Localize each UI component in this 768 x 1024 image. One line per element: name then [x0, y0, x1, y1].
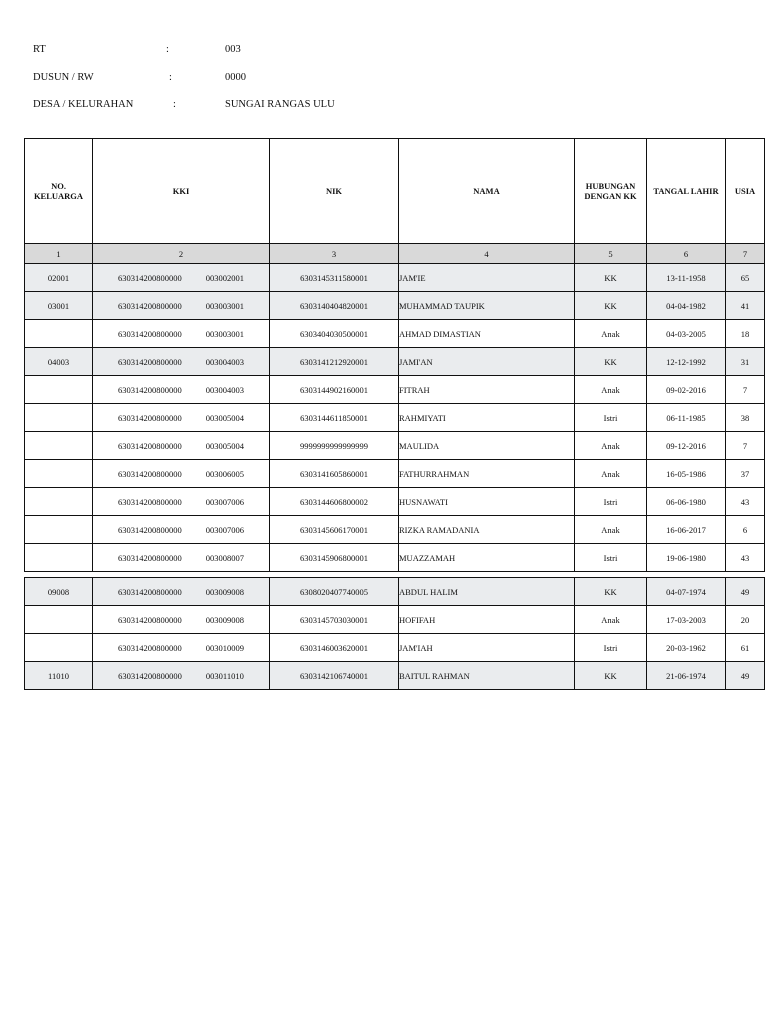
cell-no-keluarga — [25, 404, 93, 432]
col-header-no-keluarga: NO. KELUARGA — [25, 139, 93, 244]
cell-no-keluarga — [25, 606, 93, 634]
cell-nik: 6303144611850001 — [270, 404, 399, 432]
cell-usia: 49 — [726, 662, 765, 690]
table-row — [25, 376, 765, 404]
cell-no-keluarga — [25, 432, 93, 460]
cell-nama: AHMAD DIMASTIAN — [399, 320, 575, 348]
cell-hubungan: Istri — [575, 404, 647, 432]
cell-nik: 6303144902160001 — [270, 376, 399, 404]
col-header-nama: NAMA — [399, 139, 575, 244]
cell-nama: JAM'IE — [399, 264, 575, 292]
cell-nik: 6303141605860001 — [270, 460, 399, 488]
cell-tanggal-lahir: 21-06-1974 — [647, 662, 726, 690]
cell-nama: HUSNAWATI — [399, 488, 575, 516]
kki-prefix: 630314200800000 — [118, 614, 182, 625]
cell-hubungan: Istri — [575, 634, 647, 662]
kki-suffix: 003007006 — [205, 524, 244, 535]
table-row — [25, 320, 765, 348]
cell-tanggal-lahir: 13-11-1958 — [647, 264, 726, 292]
cell-no-keluarga: 03001 — [25, 292, 93, 320]
column-number: 2 — [93, 244, 270, 264]
cell-hubungan: Anak — [575, 432, 647, 460]
cell-nama: BAITUL RAHMAN — [399, 662, 575, 690]
kki-suffix: 003007006 — [205, 496, 244, 507]
cell-nik: 6303404030500001 — [270, 320, 399, 348]
table-row — [25, 264, 765, 292]
rt-separator: : — [166, 44, 169, 55]
table-row — [25, 432, 765, 460]
cell-kki — [93, 292, 270, 320]
cell-tanggal-lahir: 20-03-1962 — [647, 634, 726, 662]
kki-suffix: 003003001 — [205, 300, 244, 311]
desa-label: DESA / KELURAHAN — [33, 99, 134, 110]
cell-usia: 6 — [726, 516, 765, 544]
cell-nik: 6303146003620001 — [270, 634, 399, 662]
cell-usia: 18 — [726, 320, 765, 348]
cell-kki — [93, 320, 270, 348]
cell-hubungan: Anak — [575, 460, 647, 488]
kki-prefix: 630314200800000 — [118, 642, 182, 653]
cell-tanggal-lahir: 19-06-1980 — [647, 544, 726, 572]
cell-kki — [93, 544, 270, 572]
cell-kki — [93, 606, 270, 634]
table-row — [25, 634, 765, 662]
col-header-usia: USIA — [726, 139, 765, 244]
kki-prefix: 630314200800000 — [118, 272, 182, 283]
cell-kki — [93, 432, 270, 460]
cell-hubungan: Anak — [575, 320, 647, 348]
cell-hubungan: KK — [575, 264, 647, 292]
kki-prefix: 630314200800000 — [118, 384, 182, 395]
cell-hubungan: Anak — [575, 606, 647, 634]
table-row — [25, 544, 765, 572]
cell-nik: 6303145703030001 — [270, 606, 399, 634]
desa-value: SUNGAI RANGAS ULU — [225, 99, 335, 110]
cell-kki — [93, 662, 270, 690]
cell-tanggal-lahir: 04-03-2005 — [647, 320, 726, 348]
cell-nik: 6303145906800001 — [270, 544, 399, 572]
table-row — [25, 348, 765, 376]
col-header-tanggal-lahir: TANGAL LAHIR — [647, 139, 726, 244]
column-number: 6 — [647, 244, 726, 264]
kki-suffix: 003004003 — [205, 384, 244, 395]
cell-kki — [93, 348, 270, 376]
kki-suffix: 003011010 — [205, 670, 244, 681]
cell-tanggal-lahir: 16-05-1986 — [647, 460, 726, 488]
cell-nik: 6303145606170001 — [270, 516, 399, 544]
cell-nik: 6303145311580001 — [270, 264, 399, 292]
dusun-separator: : — [169, 72, 172, 83]
cell-nik: 6303141212920001 — [270, 348, 399, 376]
cell-hubungan: Istri — [575, 488, 647, 516]
rt-label: RT — [33, 44, 46, 55]
cell-no-keluarga: 02001 — [25, 264, 93, 292]
table-row — [25, 460, 765, 488]
column-number: 3 — [270, 244, 399, 264]
kki-prefix: 630314200800000 — [118, 586, 182, 597]
table-row — [25, 662, 765, 690]
kki-prefix: 630314200800000 — [118, 412, 182, 423]
rt-value: 003 — [225, 44, 241, 55]
cell-tanggal-lahir: 12-12-1992 — [647, 348, 726, 376]
cell-kki — [93, 404, 270, 432]
cell-tanggal-lahir: 16-06-2017 — [647, 516, 726, 544]
cell-tanggal-lahir: 09-12-2016 — [647, 432, 726, 460]
cell-nama: MUHAMMAD TAUPIK — [399, 292, 575, 320]
cell-hubungan: KK — [575, 292, 647, 320]
cell-nama: ABDUL HALIM — [399, 578, 575, 606]
cell-no-keluarga — [25, 320, 93, 348]
table-row — [25, 404, 765, 432]
kki-prefix: 630314200800000 — [118, 356, 182, 367]
table-row — [25, 516, 765, 544]
kki-prefix: 630314200800000 — [118, 552, 182, 563]
cell-tanggal-lahir: 06-11-1985 — [647, 404, 726, 432]
col-header-nik: NIK — [270, 139, 399, 244]
cell-nama: FITRAH — [399, 376, 575, 404]
cell-nik: 9999999999999999 — [270, 432, 399, 460]
cell-hubungan: Istri — [575, 544, 647, 572]
cell-hubungan: KK — [575, 348, 647, 376]
kki-prefix: 630314200800000 — [118, 468, 182, 479]
cell-kki — [93, 516, 270, 544]
cell-nama: JAM'IAH — [399, 634, 575, 662]
cell-usia: 7 — [726, 376, 765, 404]
cell-no-keluarga — [25, 544, 93, 572]
cell-nik: 6303140404820001 — [270, 292, 399, 320]
kki-suffix: 003006005 — [205, 468, 244, 479]
cell-nama: MAULIDA — [399, 432, 575, 460]
cell-no-keluarga: 04003 — [25, 348, 93, 376]
cell-tanggal-lahir: 09-02-2016 — [647, 376, 726, 404]
cell-usia: 20 — [726, 606, 765, 634]
cell-nama: FATHURRAHMAN — [399, 460, 575, 488]
cell-hubungan: Anak — [575, 516, 647, 544]
table-row — [25, 578, 765, 606]
kki-prefix: 630314200800000 — [118, 524, 182, 535]
cell-usia: 37 — [726, 460, 765, 488]
cell-no-keluarga — [25, 488, 93, 516]
cell-hubungan: KK — [575, 662, 647, 690]
kki-suffix: 003008007 — [205, 552, 244, 563]
kki-suffix: 003004003 — [205, 356, 244, 367]
table-row — [25, 292, 765, 320]
kki-suffix: 003005004 — [205, 440, 244, 451]
kki-suffix: 003009008 — [205, 614, 244, 625]
resident-table — [24, 138, 765, 690]
cell-hubungan: KK — [575, 578, 647, 606]
cell-usia: 65 — [726, 264, 765, 292]
cell-no-keluarga: 11010 — [25, 662, 93, 690]
cell-no-keluarga — [25, 460, 93, 488]
cell-usia: 61 — [726, 634, 765, 662]
cell-nik: 6303142106740001 — [270, 662, 399, 690]
kki-prefix: 630314200800000 — [118, 328, 182, 339]
cell-no-keluarga — [25, 516, 93, 544]
kki-prefix: 630314200800000 — [118, 300, 182, 311]
table-row — [25, 606, 765, 634]
kki-suffix: 003009008 — [205, 586, 244, 597]
kki-prefix: 630314200800000 — [118, 496, 182, 507]
cell-hubungan: Anak — [575, 376, 647, 404]
kki-suffix: 003010009 — [205, 642, 244, 653]
cell-usia: 43 — [726, 488, 765, 516]
cell-kki — [93, 488, 270, 516]
cell-usia: 41 — [726, 292, 765, 320]
col-header-kki: KKI — [93, 139, 270, 244]
cell-kki — [93, 634, 270, 662]
cell-no-keluarga: 09008 — [25, 578, 93, 606]
desa-separator: : — [173, 99, 176, 110]
kki-prefix: 630314200800000 — [118, 440, 182, 451]
cell-nama: MUAZZAMAH — [399, 544, 575, 572]
cell-kki — [93, 264, 270, 292]
cell-nama: JAMI'AN — [399, 348, 575, 376]
table-row — [25, 488, 765, 516]
cell-nik: 6303144606800002 — [270, 488, 399, 516]
cell-nama: HOFIFAH — [399, 606, 575, 634]
cell-no-keluarga — [25, 376, 93, 404]
cell-kki — [93, 460, 270, 488]
cell-usia: 49 — [726, 578, 765, 606]
table-body — [25, 264, 765, 690]
dusun-value: 0000 — [225, 72, 246, 83]
kki-suffix: 003002001 — [205, 272, 244, 283]
cell-tanggal-lahir: 04-04-1982 — [647, 292, 726, 320]
column-number: 1 — [25, 244, 93, 264]
cell-tanggal-lahir: 06-06-1980 — [647, 488, 726, 516]
dusun-label: DUSUN / RW — [33, 72, 94, 83]
col-header-hubungan: HUBUNGAN DENGAN KK — [575, 139, 647, 244]
column-number: 5 — [575, 244, 647, 264]
column-number-row — [25, 244, 765, 264]
cell-nik: 6308020407740005 — [270, 578, 399, 606]
cell-usia: 38 — [726, 404, 765, 432]
cell-tanggal-lahir: 17-03-2003 — [647, 606, 726, 634]
cell-usia: 31 — [726, 348, 765, 376]
kki-suffix: 003005004 — [205, 412, 244, 423]
kki-prefix: 630314200800000 — [118, 670, 182, 681]
cell-kki — [93, 376, 270, 404]
column-number: 7 — [726, 244, 765, 264]
table-header-row — [25, 139, 765, 244]
cell-nama: RAHMIYATI — [399, 404, 575, 432]
column-number: 4 — [399, 244, 575, 264]
cell-kki — [93, 578, 270, 606]
cell-usia: 43 — [726, 544, 765, 572]
kki-suffix: 003003001 — [205, 328, 244, 339]
cell-usia: 7 — [726, 432, 765, 460]
cell-tanggal-lahir: 04-07-1974 — [647, 578, 726, 606]
cell-no-keluarga — [25, 634, 93, 662]
cell-nama: RIZKA RAMADANIA — [399, 516, 575, 544]
